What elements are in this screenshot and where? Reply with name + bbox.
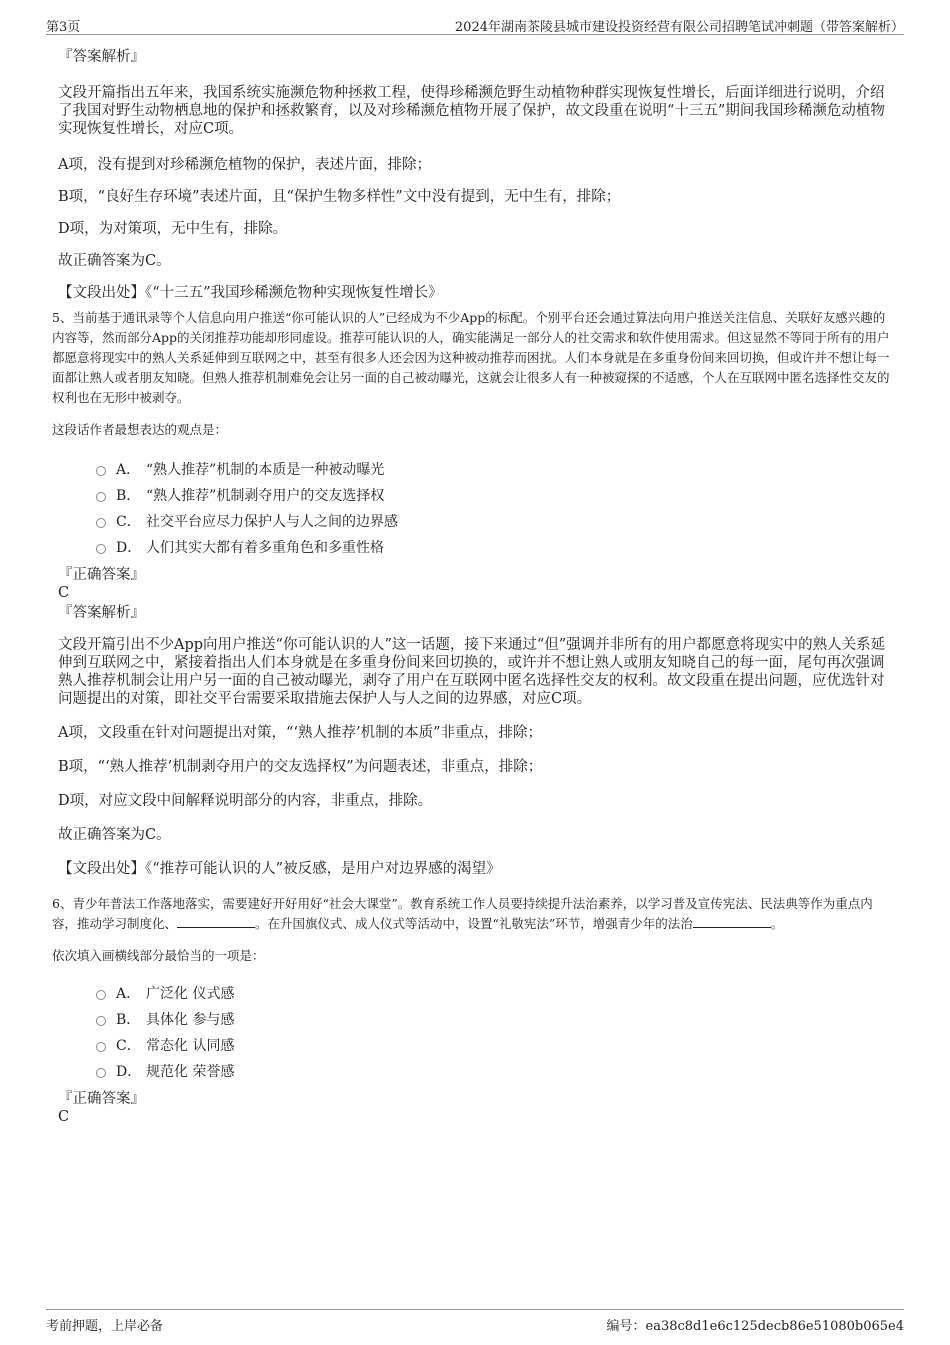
- radio-icon[interactable]: [96, 466, 106, 476]
- q4-analysis-label: 『答案解析』: [58, 49, 145, 65]
- q5-options: [96, 456, 896, 560]
- footer-slogan: 考前押题，上岸必备: [46, 1319, 164, 1334]
- q5-question: 这段话作者最想表达的观点是：: [52, 422, 228, 437]
- q6-option-b[interactable]: B． 具体化 参与感: [96, 1006, 896, 1032]
- q6-options: [96, 980, 896, 1084]
- radio-icon[interactable]: [96, 492, 106, 502]
- radio-icon[interactable]: [96, 990, 106, 1000]
- document-code: 编号：ea38c8d1e6c125decb86e51080b065e4: [606, 1319, 904, 1334]
- q4-source: 【文段出处】《“十三五”我国珍稀濒危物种实现恢复性增长》: [58, 285, 443, 301]
- radio-icon[interactable]: [96, 1016, 106, 1026]
- page-content: [52, 44, 896, 1126]
- document-title: 2024年湖南茶陵县城市建设投资经营有限公司招聘笔试冲刺题（带答案解析）: [454, 20, 904, 35]
- q5-conclusion: 故正确答案为C。: [58, 827, 171, 843]
- q5-option-d[interactable]: D． 人们其实大都有着多重角色和多重性格: [96, 534, 896, 560]
- q6-question: 依次填入画横线部分最恰当的一项是：: [52, 948, 265, 963]
- q6-stem: 6、青少年普法工作落地落实，需要建好开好用好“社会大课堂”。教育系统工作人员要持续提升法治素养，以学习普及宣传宪法、民法典等作为重点内容，推动学习制度化、 。在升国旗仪式、成人仪式等活动中，设置“礼敬宪法”环节，增强青少年的法治 。: [52, 896, 873, 931]
- page-footer: [46, 1309, 904, 1332]
- fill-blank-2: [693, 915, 771, 928]
- q5-option-d-note: D项，对应文段中间解释说明部分的内容，非重点，排除。: [58, 793, 433, 809]
- q5-stem: 5、当前基于通讯录等个人信息向用户推送“你可能认识的人”已经成为不少App的标配。个别平台还会通过算法向用户推送关注信息、关联好友感兴趣的内容等，然而部分App的关闭推荐功能却形同虚设。推荐可能认识的人，确实能满足一部分人的社交需求和软件使用需求。但这显然不等同于所有的用户都愿意将现实中的熟人关系延伸到互联网之中，甚至有很多人还会因为这种被动推荐而困扰。人们本身就是在多重身份间来回切换，但或许并不想让每一面都让熟人或者朋友知晓。但熟人推荐机制难免会让另一面的自己被动曝光，这就会让很多人有一种被窥探的不适感，个人在互联网中匿名选择性交友的权利也在无形中被剥夺。: [52, 310, 890, 405]
- q4-conclusion: 故正确答案为C。: [58, 253, 171, 269]
- page-header: [46, 14, 904, 35]
- q6-option-a[interactable]: A． 广泛化 仪式感: [96, 980, 896, 1006]
- q5-answer: C: [58, 585, 70, 601]
- q6-option-d[interactable]: D． 规范化 荣誉感: [96, 1058, 896, 1084]
- q6-answer-label: 『正确答案』: [58, 1091, 145, 1107]
- q5-option-c[interactable]: C． 社交平台应尽力保护人与人之间的边界感: [96, 508, 896, 534]
- q5-option-a[interactable]: A． “熟人推荐”机制的本质是一种被动曝光: [96, 456, 896, 482]
- q5-source: 【文段出处】《“推荐可能认识的人”被反感，是用户对边界感的渴望》: [58, 861, 501, 877]
- radio-icon[interactable]: [96, 1042, 106, 1052]
- q5-analysis-label: 『答案解析』: [58, 605, 145, 621]
- q5-option-b-note: B项，“‘熟人推荐’机制剥夺用户的交友选择权”为问题表述，非重点，排除；: [58, 759, 543, 775]
- q5-option-a-note: A项，文段重在针对问题提出对策，“‘熟人推荐’机制的本质”非重点，排除；: [58, 725, 543, 741]
- radio-icon[interactable]: [96, 518, 106, 528]
- q5-answer-label: 『正确答案』: [58, 567, 145, 583]
- q6-answer: C: [58, 1109, 70, 1125]
- radio-icon[interactable]: [96, 1068, 106, 1078]
- q4-option-b-note: B项，“良好生存环境”表述片面，且“保护生物多样性”文中没有提到，无中生有，排除；: [58, 189, 621, 205]
- fill-blank-1: [177, 915, 255, 928]
- page-number: 第3页: [46, 20, 81, 35]
- q6-option-c[interactable]: C． 常态化 认同感: [96, 1032, 896, 1058]
- radio-icon[interactable]: [96, 544, 106, 554]
- q4-option-a-note: A项，没有提到对珍稀濒危植物的保护，表述片面，排除；: [58, 157, 431, 173]
- q4-option-d-note: D项，为对策项，无中生有，排除。: [58, 221, 288, 237]
- q5-analysis: 文段开篇引出不少App向用户推送“你可能认识的人”这一话题，接下来通过“但”强调并非所有的用户都愿意将现实中的熟人关系延伸到互联网之中，紧接着指出人们本身就是在多重身份间来回切换的，或许并不想让熟人或朋友知晓自己的每一面，尾句再次强调熟人推荐机制会让用户另一面的自己被动曝光，剥夺了用户在互联网中匿名选择性交友的权利。故文段重在提出问题，应优选针对问题提出的对策，即社交平台需要采取措施去保护人与人之间的边界感，对应C项。: [58, 637, 886, 707]
- q4-analysis: 文段开篇指出五年来，我国系统实施濒危物种拯救工程，使得珍稀濒危野生动植物种群实现恢复性增长，后面详细进行说明，介绍了我国对野生动物栖息地的保护和拯救繁育，以及对珍稀濒危植物开展了保护，故文段重在说明“十三五”期间我国珍稀濒危动植物实现恢复性增长，对应C项。: [58, 85, 885, 137]
- q5-option-b[interactable]: B． “熟人推荐”机制剥夺用户的交友选择权: [96, 482, 896, 508]
